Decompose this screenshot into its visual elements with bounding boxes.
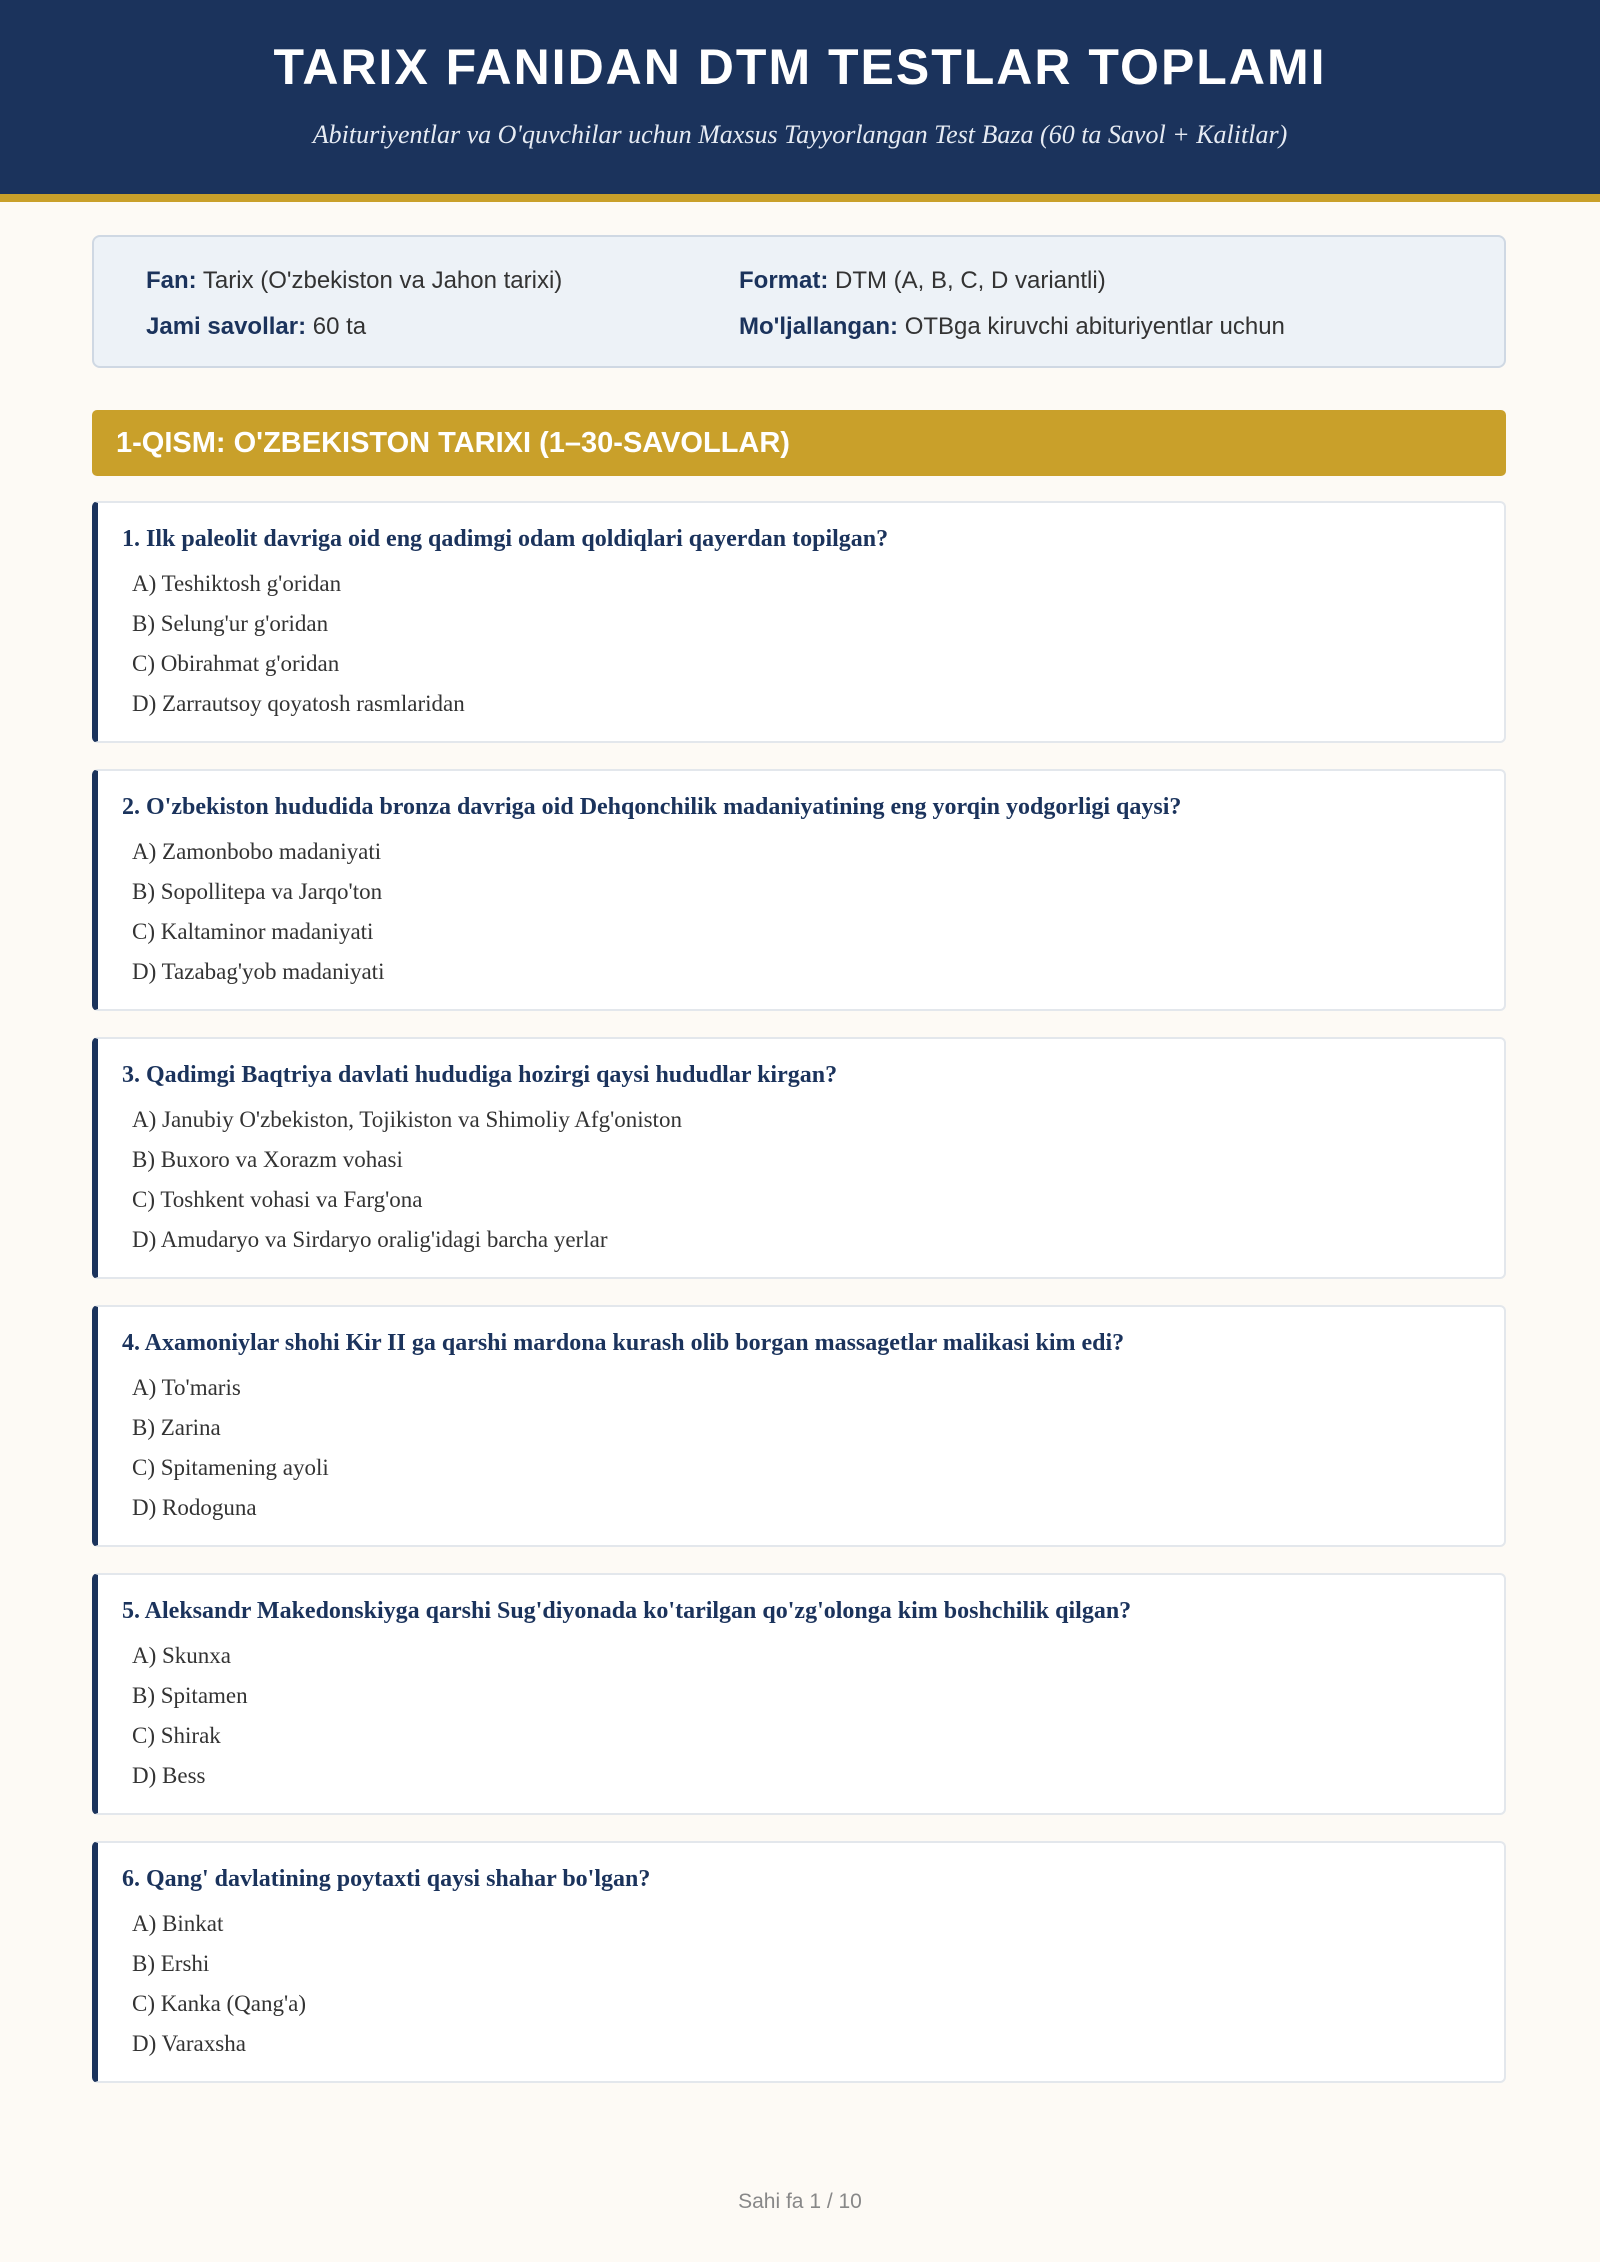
info-audience [739,311,1285,343]
answer-option: A) Janubiy O'zbekiston, Tojikiston va Shimoliy Afg'oniston [132,1107,682,1132]
info-fan-label: Fan: [146,267,197,294]
info-total-questions [146,311,366,343]
answer-option: D) Zarrautsoy qoyatosh rasmlaridan [132,691,465,716]
answer-option: C) Kaltaminor madaniyati [132,919,374,944]
info-box [92,235,1506,368]
answer-option: C) Toshkent vohasi va Farg'ona [132,1187,423,1212]
answer-option: C) Spitamening ayoli [132,1455,329,1480]
answer-option: C) Kanka (Qang'a) [132,1991,307,2016]
answer-option: A) Teshiktosh g'oridan [132,571,342,596]
answer-option: B) Sopollitepa va Jarqo'ton [132,879,383,904]
info-audience-value: OTBga kiruvchi abituriyentlar uchun [898,313,1285,340]
answer-option: C) Shirak [132,1723,221,1748]
answer-option: D) Bess [132,1763,206,1788]
info-audience-label: Mo'ljallangan: [739,313,899,340]
info-fan [146,265,562,297]
question-text: 1. Ilk paleolit davriga oid eng qadimgi odam qoldiqlari qayerdan topilgan? [122,526,889,552]
question-text: 4. Axamoniylar shohi Kir II ga qarshi mardona kurash olib borgan massagetlar malikasi kim edi? [122,1330,1125,1356]
document-subtitle: Abituriyentlar va O'quvchilar uchun Maxsus Tayyorlangan Test Baza (60 ta Savol + Kalitlar) [312,120,1288,149]
question-card [92,1841,1506,2083]
info-format [739,265,1106,297]
question-card [92,1037,1506,1279]
info-format-value: DTM (A, B, C, D variantli) [828,267,1106,294]
page-header [0,0,1600,202]
answer-option: A) Binkat [132,1911,224,1936]
question-card [92,501,1506,743]
answer-option: B) Spitamen [132,1683,248,1708]
question-text: 5. Aleksandr Makedonskiyga qarshi Sug'diyonada ko'tarilgan qo'zg'olonga kim boshchilik qilgan? [122,1598,1132,1624]
answer-option: A) Skunxa [132,1643,232,1668]
answer-option: A) Zamonbobo madaniyati [132,839,382,864]
answer-option: D) Rodoguna [132,1495,257,1520]
question-card [92,1305,1506,1547]
question-text: 3. Qadimgi Baqtriya davlati hududiga hozirgi qaysi hududlar kirgan? [122,1062,838,1088]
answer-option: B) Zarina [132,1415,221,1440]
section-heading: 1-QISM: O'ZBEKISTON TARIXI (1–30-SAVOLLAR) [92,410,1506,476]
info-total-label: Jami savollar: [146,313,307,340]
answer-option: D) Varaxsha [132,2031,246,2056]
answer-option: C) Obirahmat g'oridan [132,651,340,676]
document-title: TARIX FANIDAN DTM TESTLAR TOPLAMI [273,39,1327,95]
answer-option: B) Selung'ur g'oridan [132,611,329,636]
answer-option: A) To'maris [132,1375,241,1400]
answer-option: D) Tazabag'yob madaniyati [132,959,385,984]
answer-option: D) Amudaryo va Sirdaryo oralig'idagi barcha yerlar [132,1227,608,1252]
answer-option: B) Ershi [132,1951,210,1976]
question-text: 2. O'zbekiston hududida bronza davriga oid Dehqonchilik madaniyatining eng yorqin yodgorligi qaysi? [122,794,1182,820]
info-format-label: Format: [739,267,829,294]
info-total-value: 60 ta [306,313,367,340]
question-card [92,769,1506,1011]
info-fan-value: Tarix (O'zbekiston va Jahon tarixi) [196,267,563,294]
question-card [92,1573,1506,1815]
question-text: 6. Qang' davlatining poytaxti qaysi shahar bo'lgan? [122,1866,651,1892]
page-number: Sahi fa 1 / 10 [738,2190,862,2213]
answer-option: B) Buxoro va Xorazm vohasi [132,1147,403,1172]
